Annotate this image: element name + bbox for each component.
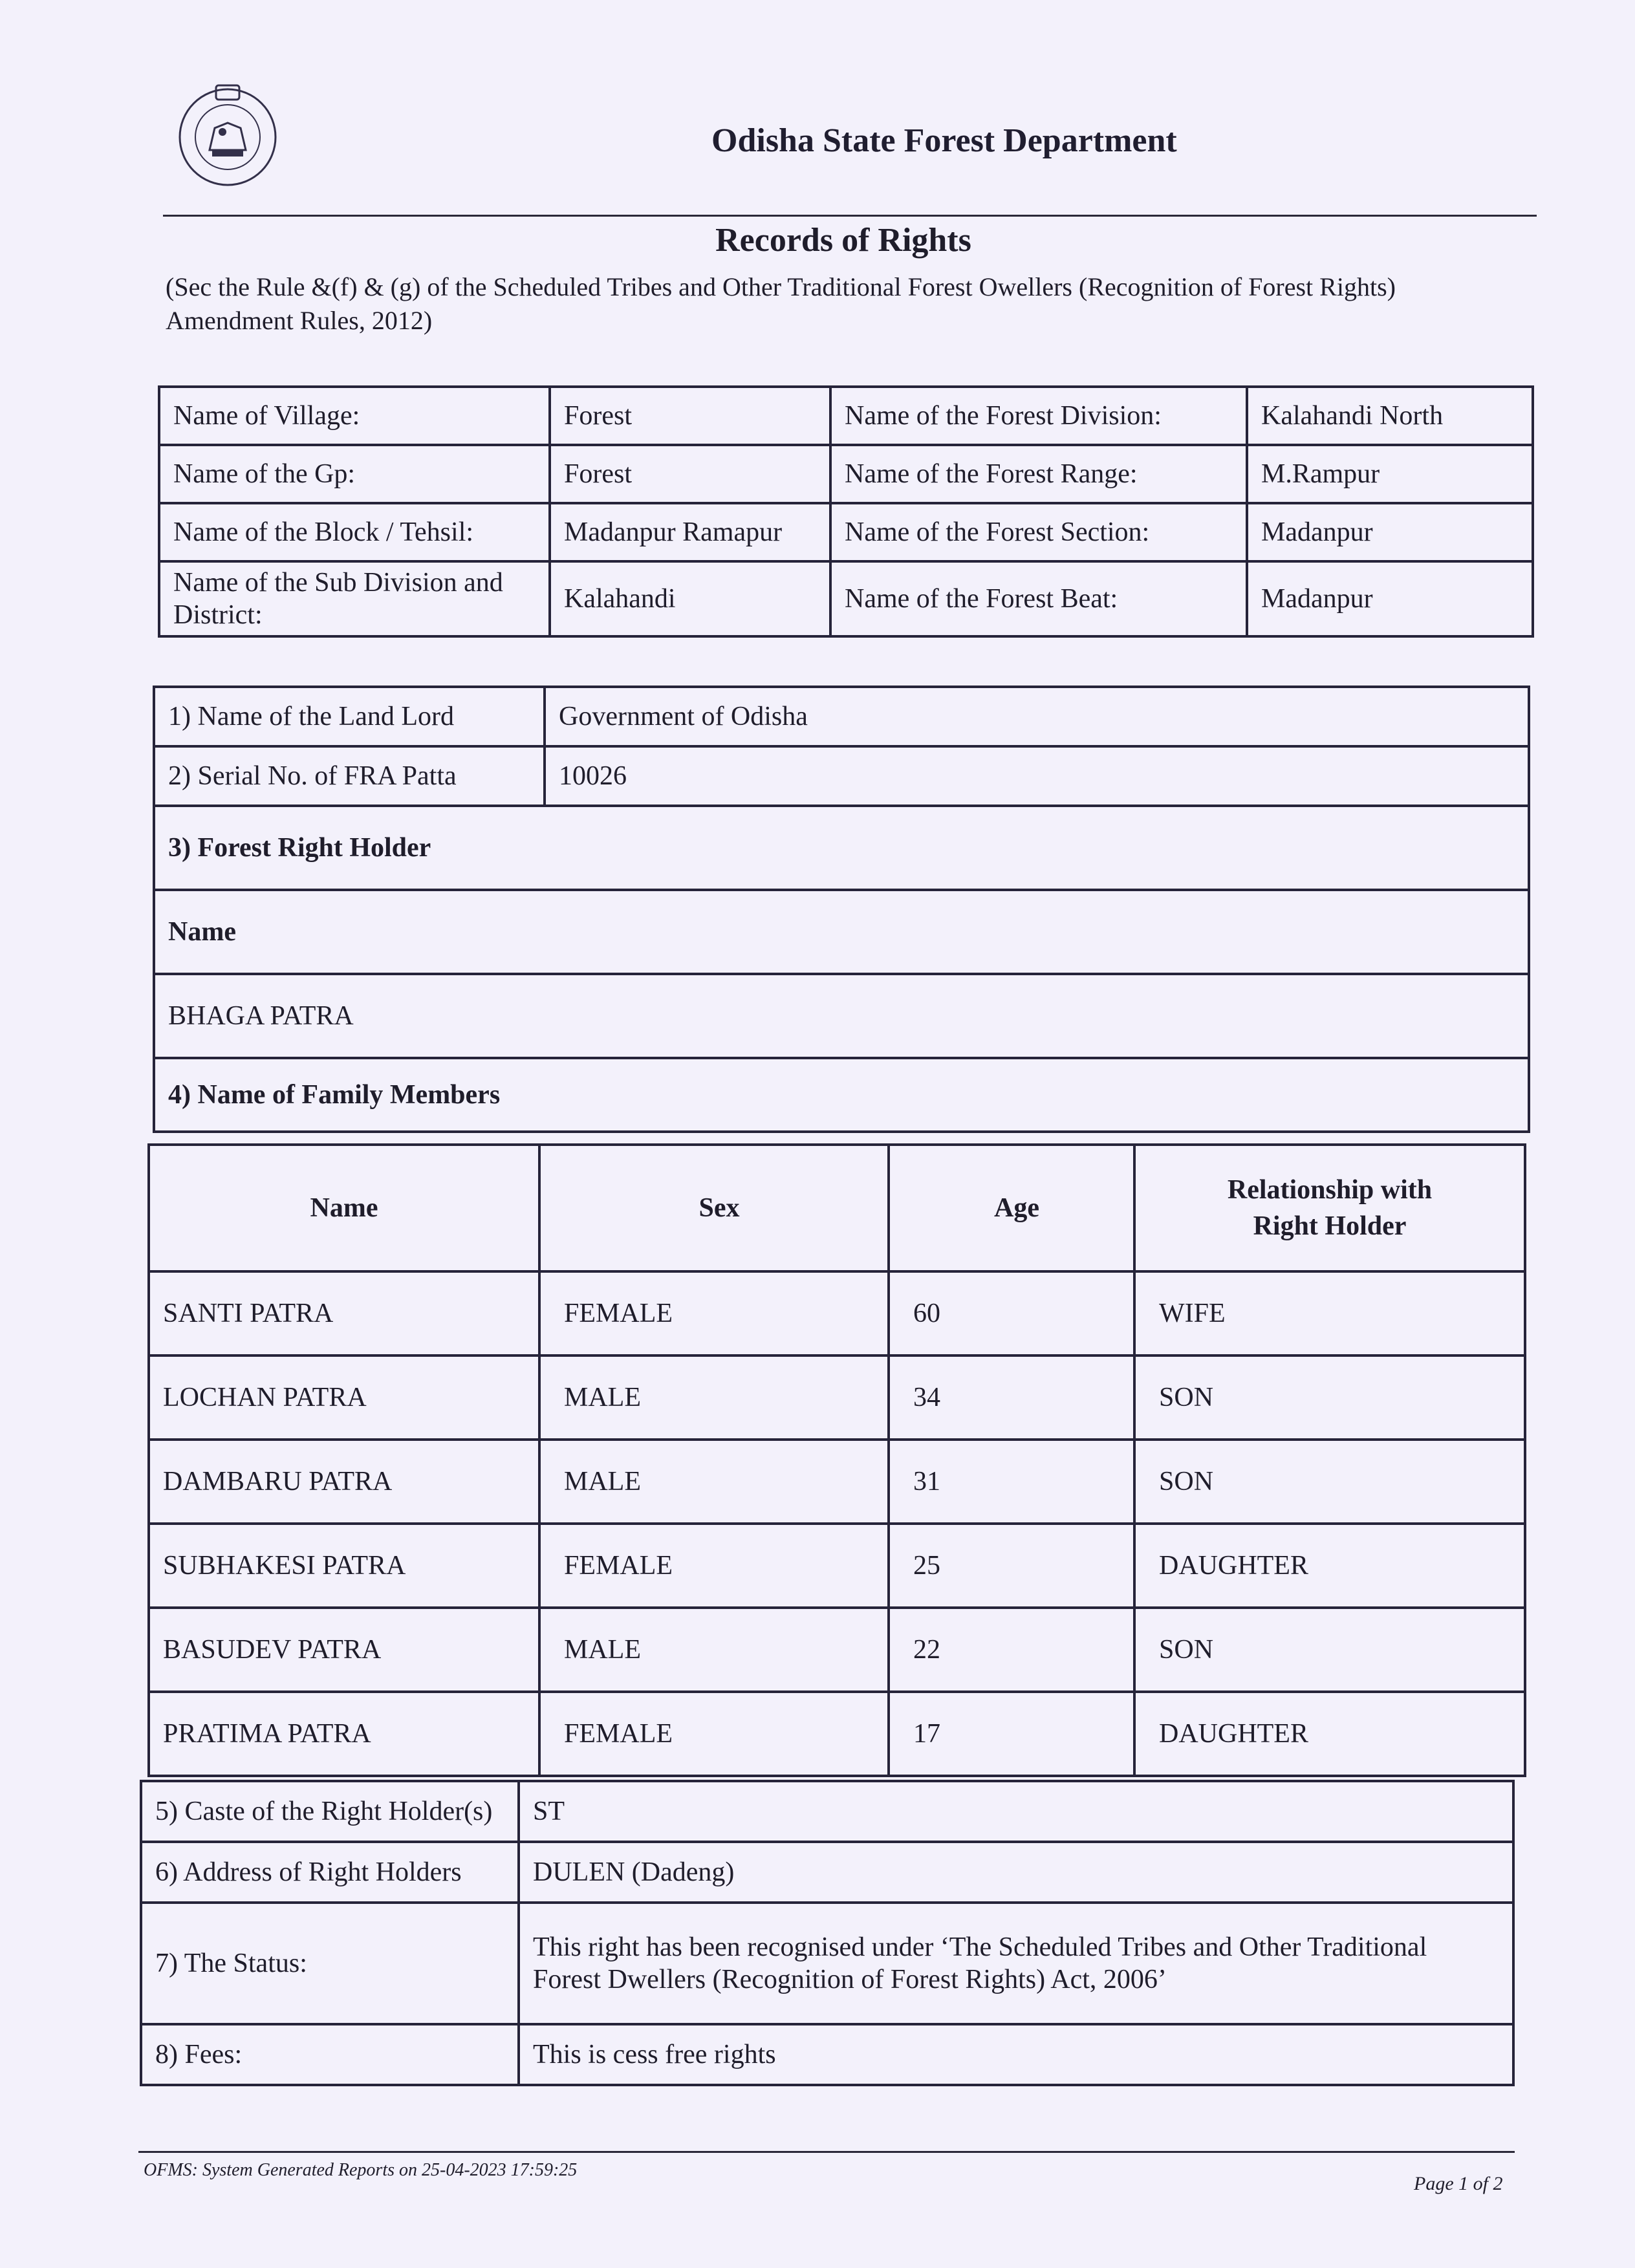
status-label: 7) The Status: <box>141 1903 519 2024</box>
page-number: Page 1 of 2 <box>1414 2173 1503 2194</box>
col-header-relationship: Relationship with Right Holder <box>1134 1145 1525 1271</box>
landlord-label: 1) Name of the Land Lord <box>154 687 545 746</box>
table-row <box>149 1524 1525 1608</box>
member-age: 17 <box>889 1692 1134 1776</box>
status-line-1: This right has been recognised under ‘The Scheduled Tribes and Other Traditional <box>533 1932 1427 1962</box>
family-heading: 4) Name of Family Members <box>154 1058 1529 1132</box>
holder-name: BHAGA PATRA <box>154 974 1529 1058</box>
member-relation: SON <box>1134 1440 1525 1524</box>
family-table <box>147 1143 1526 1777</box>
beat-label: Name of the Forest Beat: <box>830 561 1247 636</box>
member-name: BASUDEV PATRA <box>149 1608 539 1692</box>
gp-value: Forest <box>550 445 830 503</box>
table-row <box>149 1355 1525 1440</box>
odisha-emblem-icon <box>176 72 279 195</box>
member-name: SANTI PATRA <box>149 1271 539 1355</box>
block-value: Madanpur Ramapur <box>550 503 830 561</box>
member-sex: MALE <box>539 1440 889 1524</box>
range-label: Name of the Forest Range: <box>830 445 1247 503</box>
table-row <box>154 687 1529 746</box>
caste-value: ST <box>519 1781 1513 1842</box>
table-header-row <box>149 1145 1525 1271</box>
table-row <box>154 974 1529 1058</box>
table-row <box>154 746 1529 806</box>
table-row <box>149 1608 1525 1692</box>
section-label: Name of the Forest Section: <box>830 503 1247 561</box>
subdivision-value: Kalahandi <box>550 561 830 636</box>
division-value: Kalahandi North <box>1247 387 1533 445</box>
fees-value: This is cess free rights <box>519 2024 1513 2085</box>
department-title: Odisha State Forest Department <box>711 122 1177 159</box>
range-value: M.Rampur <box>1247 445 1533 503</box>
table-row <box>154 890 1529 974</box>
village-label: Name of Village: <box>159 387 550 445</box>
division-label: Name of the Forest Division: <box>830 387 1247 445</box>
village-value: Forest <box>550 387 830 445</box>
status-line-2: Forest Dwellers (Recognition of Forest Rights) Act, 2006’ <box>533 1965 1167 1994</box>
member-relation: SON <box>1134 1608 1525 1692</box>
location-table <box>158 385 1534 638</box>
table-row <box>141 2024 1513 2085</box>
details-table <box>140 1780 1515 2086</box>
table-row <box>159 445 1533 503</box>
member-age: 34 <box>889 1355 1134 1440</box>
member-age: 22 <box>889 1608 1134 1692</box>
member-sex: MALE <box>539 1355 889 1440</box>
section-value: Madanpur <box>1247 503 1533 561</box>
member-relation: DAUGHTER <box>1134 1524 1525 1608</box>
member-sex: MALE <box>539 1608 889 1692</box>
table-row <box>154 1058 1529 1132</box>
name-heading: Name <box>154 890 1529 974</box>
address-label: 6) Address of Right Holders <box>141 1842 519 1903</box>
beat-value: Madanpur <box>1247 561 1533 636</box>
table-row <box>149 1692 1525 1776</box>
member-age: 31 <box>889 1440 1134 1524</box>
col-header-sex: Sex <box>539 1145 889 1271</box>
member-age: 60 <box>889 1271 1134 1355</box>
col-header-age: Age <box>889 1145 1134 1271</box>
footer-generated-note: OFMS: System Generated Reports on 25-04-2023 17:59:25 <box>144 2160 578 2180</box>
patta-value: 10026 <box>545 746 1529 806</box>
status-value <box>519 1903 1513 2024</box>
table-row <box>141 1842 1513 1903</box>
patta-label: 2) Serial No. of FRA Patta <box>154 746 545 806</box>
member-name: LOCHAN PATRA <box>149 1355 539 1440</box>
table-row <box>159 561 1533 636</box>
table-row <box>149 1271 1525 1355</box>
member-name: PRATIMA PATRA <box>149 1692 539 1776</box>
member-relation: WIFE <box>1134 1271 1525 1355</box>
table-row <box>141 1781 1513 1842</box>
member-sex: FEMALE <box>539 1271 889 1355</box>
table-row <box>149 1440 1525 1524</box>
address-value: DULEN (Dadeng) <box>519 1842 1513 1903</box>
table-row <box>154 806 1529 890</box>
footer-divider <box>138 2151 1515 2153</box>
fees-label: 8) Fees: <box>141 2024 519 2085</box>
document-title: Records of Rights <box>715 222 971 259</box>
gp-label: Name of the Gp: <box>159 445 550 503</box>
document-subtitle: (Sec the Rule &(f) & (g) of the Scheduled Tribes and Other Traditional Forest Owellers (Recognition of Forest Rights) Amendment Rules, 2012) <box>166 272 1396 335</box>
holder-heading: 3) Forest Right Holder <box>154 806 1529 890</box>
header-divider <box>163 215 1537 217</box>
caste-label: 5) Caste of the Right Holder(s) <box>141 1781 519 1842</box>
landlord-value: Government of Odisha <box>545 687 1529 746</box>
block-label: Name of the Block / Tehsil: <box>159 503 550 561</box>
member-sex: FEMALE <box>539 1524 889 1608</box>
member-name: SUBHAKESI PATRA <box>149 1524 539 1608</box>
member-age: 25 <box>889 1524 1134 1608</box>
col-header-name: Name <box>149 1145 539 1271</box>
table-row <box>159 387 1533 445</box>
table-row <box>159 503 1533 561</box>
member-name: DAMBARU PATRA <box>149 1440 539 1524</box>
holder-table <box>153 686 1530 1133</box>
member-relation: DAUGHTER <box>1134 1692 1525 1776</box>
table-row <box>141 1903 1513 2024</box>
member-sex: FEMALE <box>539 1692 889 1776</box>
member-relation: SON <box>1134 1355 1525 1440</box>
subdivision-label: Name of the Sub Division and District: <box>159 561 550 636</box>
